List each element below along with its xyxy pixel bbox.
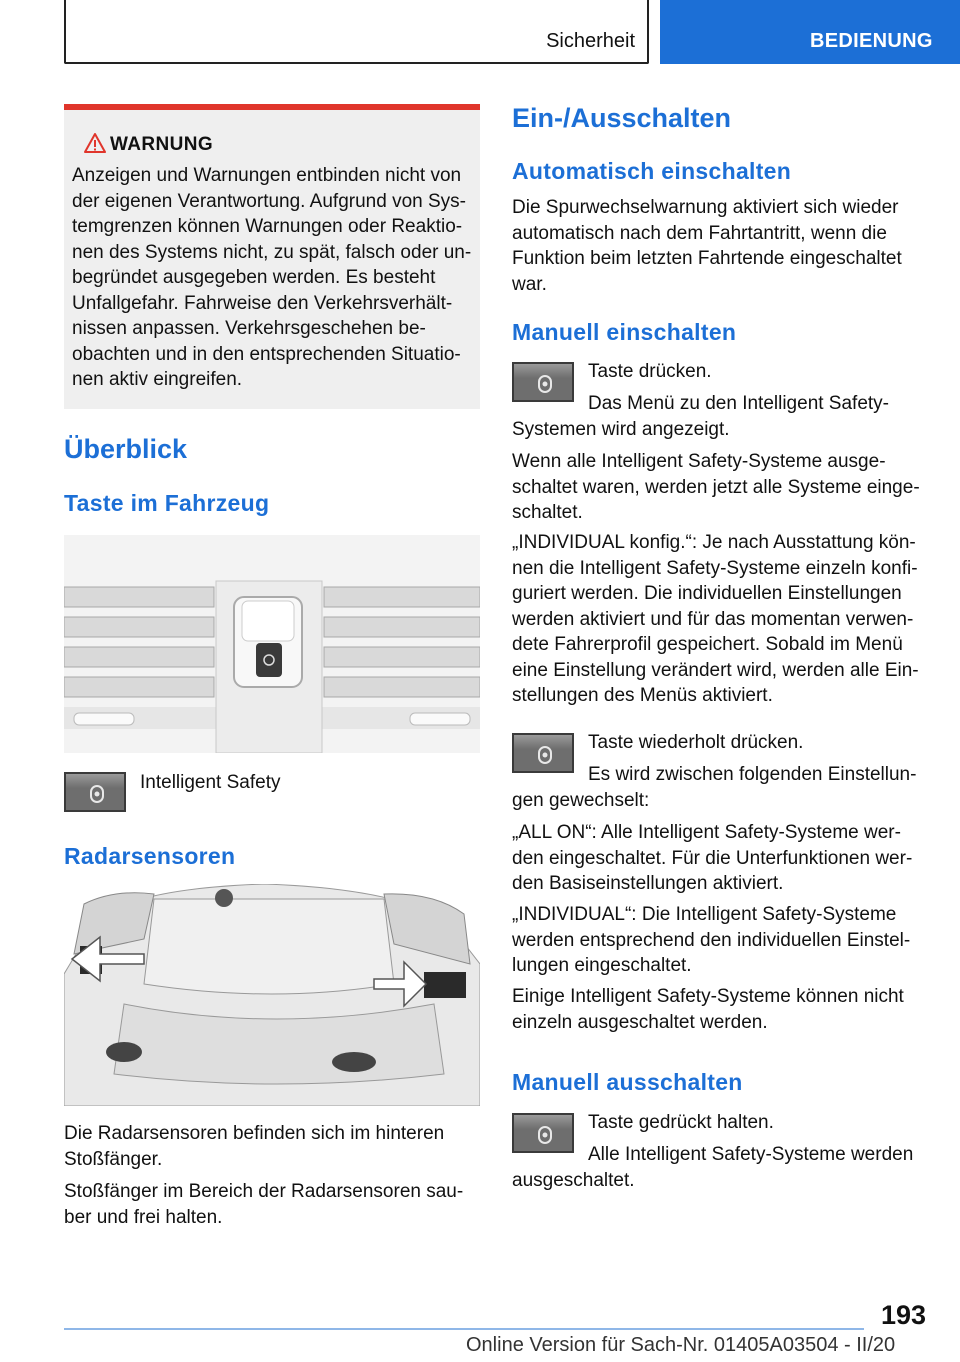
text-line: schaltet waren, werden jetzt alle Systeme einge- [512, 476, 920, 498]
text-line: werden entsprechend den individuellen Einstel- [512, 929, 911, 951]
auto-on-paragraph [512, 195, 924, 297]
warning-box [64, 104, 480, 409]
chapter-title: BEDIENUNG [810, 30, 933, 52]
radar-heading: Radarsensoren [64, 843, 236, 869]
warning-line: nen des Systems nicht, zu spät, falsch oder un- [72, 241, 472, 263]
text-line: „INDIVIDUAL konfig.“: Je nach Ausstattung kön- [512, 532, 916, 553]
text-line: Einige Intelligent Safety-Systeme können nicht [512, 986, 904, 1007]
text-line: Stoßfänger im Bereich der Radarsensoren sau- [64, 1181, 464, 1202]
radar-paragraph-1 [64, 1121, 480, 1172]
text-line: guriert werden. Die individuellen Einstellungen [512, 583, 902, 604]
text-line: Die Radarsensoren befinden sich im hinteren [64, 1123, 445, 1144]
warning-bar [64, 104, 480, 110]
warning-line: der eigenen Verantwortung. Aufgrund von Sys- [72, 190, 466, 212]
text-line: nen die Intelligent Safety-Systeme einzeln konfi- [512, 557, 918, 579]
warning-line: nen aktiv eingreifen. [72, 369, 243, 390]
text-line: Wenn alle Intelligent Safety-Systeme ausge- [512, 451, 886, 472]
text-line: „INDIVIDUAL“: Die Intelligent Safety-Systeme [512, 904, 897, 925]
header-chapter-tab [660, 0, 960, 64]
text-line: lungen eingeschaltet. [512, 955, 692, 976]
text-line: werden aktiviert und für das momentan verwen- [512, 608, 914, 630]
safety-button-icon [512, 362, 574, 402]
warning-line: obachten und in den entsprechenden Situatio- [72, 343, 461, 365]
section-title: Sicherheit [546, 30, 635, 52]
footer-text: Online Version für Sach-Nr. 01405A03504 - II/20 [466, 1334, 896, 1356]
safety-icon [537, 374, 553, 394]
some-systems-paragraph [512, 984, 924, 1035]
step-text: Taste wiederholt drücken. [588, 732, 804, 753]
intelligent-safety-button [64, 772, 126, 812]
overview-heading: Überblick [64, 434, 188, 464]
warning-line: temgrenzen können Warnungen oder Reaktio- [72, 216, 463, 237]
text-line: war. [512, 273, 547, 295]
auto-on-heading: Automatisch einschalten [512, 158, 792, 184]
onoff-heading: Ein-/Ausschalten [512, 103, 732, 133]
step-text: Es wird zwischen folgenden Einstellun- [588, 764, 917, 785]
warning-icon [84, 132, 106, 154]
text-line: Die Spurwechselwarnung aktiviert sich wieder [512, 197, 899, 218]
rear-bumper-photo [64, 884, 480, 1106]
footer-divider [64, 1328, 864, 1330]
text-line: einzeln ausgeschaltet werden. [512, 1011, 768, 1033]
step-text: Taste gedrückt halten. [588, 1112, 774, 1133]
manual-on-paragraph-1 [512, 449, 924, 526]
step-text: Systemen wird angezeigt. [512, 419, 730, 440]
text-line: „ALL ON“: Alle Intelligent Safety-Systeme wer- [512, 822, 901, 843]
manual-off-heading: Manuell ausschalten [512, 1069, 743, 1095]
text-line: eine Einstellung verändert wird, werden alle Ein- [512, 659, 919, 681]
text-line: stellungen des Menüs aktiviert. [512, 685, 773, 706]
warning-line: nissen anpassen. Verkehrsgeschehen be- [72, 318, 426, 339]
page-number: 193 [880, 1300, 926, 1330]
step-text: Taste drücken. [588, 361, 712, 382]
warning-line: Unfallgefahr. Fahrweise den Verkehrsverhält- [72, 292, 453, 314]
manual-on-paragraph-2 [512, 530, 924, 709]
warning-title: WARNUNG [110, 134, 214, 155]
safety-button-icon [512, 733, 574, 773]
button-caption: Intelligent Safety [140, 772, 281, 793]
text-line: Funktion beim letzten Fahrtende eingeschaltet [512, 248, 902, 269]
all-on-paragraph [512, 820, 924, 897]
text-line: dete Fahrerprofil gespeichert. Sobald im Menü [512, 634, 903, 655]
dashboard-photo [64, 535, 480, 753]
text-line: ber und frei halten. [64, 1206, 223, 1228]
warning-text [72, 163, 472, 393]
step-text: ausgeschaltet. [512, 1170, 635, 1191]
individual-paragraph [512, 902, 924, 979]
safety-icon [89, 784, 105, 804]
safety-icon [537, 1125, 553, 1145]
text-line: den Basiseinstellungen aktiviert. [512, 873, 784, 894]
text-line: automatisch nach dem Fahrtantritt, wenn die [512, 222, 887, 244]
header-section-tab [64, 0, 649, 64]
radar-paragraph-2 [64, 1179, 480, 1230]
warning-line: Anzeigen und Warnungen entbinden nicht von [72, 165, 462, 186]
button-heading: Taste im Fahrzeug [64, 490, 270, 516]
text-line: schaltet. [512, 502, 583, 523]
step-text: gen gewechselt: [512, 790, 650, 811]
safety-button-icon [512, 1113, 574, 1153]
text-line: Stoßfänger. [64, 1148, 163, 1170]
text-line: den eingeschaltet. Für die Unterfunktionen wer- [512, 847, 913, 869]
step-text: Das Menü zu den Intelligent Safety- [588, 393, 890, 414]
safety-icon [537, 745, 553, 765]
warning-line: begründet ausgegeben werden. Es besteht [72, 267, 436, 288]
manual-on-heading: Manuell einschalten [512, 319, 737, 345]
step-text: Alle Intelligent Safety-Systeme werden [588, 1144, 914, 1165]
